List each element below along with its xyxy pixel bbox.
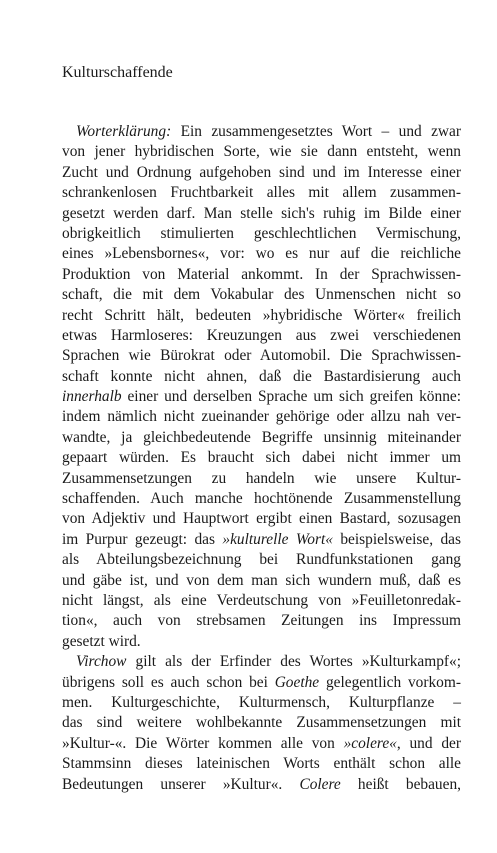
text-line <box>62 693 461 713</box>
text-segment: etwas Harmloseres: Kreuzungen aus zwei verschiedenen <box>62 326 461 344</box>
text-segment: Produktion von Material ankommt. In der Sprachwissen- <box>62 265 461 283</box>
text-segment: indem nämlich nicht zueinander gehörige oder allzu nah ver- <box>62 408 461 426</box>
text-segment: obrigkeitlich stimulierten geschlechtlichen Vermischung, <box>62 224 461 242</box>
text-line <box>62 306 461 326</box>
text-line <box>62 530 461 550</box>
text-line <box>62 734 461 754</box>
text-segment: Ein zusammengesetztes Wort – und zwar <box>171 123 461 140</box>
italic-text: Virchow <box>76 653 127 671</box>
text-segment: schrankenlosen Fruchtbarkeit alles mit allem zusammen- <box>62 184 461 202</box>
text-line <box>62 346 461 366</box>
text-segment: gesetzt werden darf. Man stelle sich's ruhig im Bilde einer <box>62 204 461 222</box>
text-segment: einer und derselben Sprache um sich greifen könne: <box>121 388 461 406</box>
text-line <box>62 407 461 427</box>
text-line <box>62 265 461 285</box>
text-line <box>62 489 461 509</box>
running-header: Kulturschaffende <box>62 64 173 81</box>
text-line <box>62 632 461 652</box>
text-line <box>62 183 461 203</box>
text-line <box>62 367 461 387</box>
text-line <box>62 204 461 224</box>
text-segment: tion«, auch von strebsamen Zeitungen ins Impressum <box>62 612 461 630</box>
text-segment: von Adjektiv und Hauptwort ergibt einen Bastard, sozusagen <box>62 510 461 528</box>
text-segment: Sprachen wie Bürokrat oder Automobil. Die Sprachwissen- <box>62 347 461 365</box>
text-line <box>62 428 461 448</box>
text-segment: recht Schritt hält, bedeuten »hybridische Wörter« freilich <box>62 306 461 324</box>
text-line <box>62 387 461 407</box>
text-segment: im Purpur gezeugt: das <box>62 530 223 548</box>
italic-text: »colere« <box>343 734 397 752</box>
text-line <box>62 673 461 693</box>
text-segment: von jener hybridischen Sorte, wie sie dann entsteht, wenn <box>62 143 461 161</box>
text-segment: heißt bebauen, <box>340 775 462 793</box>
text-segment: schaft, die mit dem Vokabular des Unmenschen nicht so <box>62 286 461 304</box>
text-line <box>62 142 461 162</box>
text-segment: und gäbe ist, und von dem man sich wundern muß, daß es <box>62 571 461 589</box>
text-line <box>62 244 461 264</box>
text-segment: Zusammensetzungen zu handeln wie unsere Kultur- <box>62 469 461 487</box>
text-line <box>62 652 461 672</box>
text-line <box>62 775 461 795</box>
text-segment: schaft konnte nicht ahnen, daß die Bastardisierung auch <box>62 367 461 385</box>
text-line <box>62 326 461 346</box>
italic-text: innerhalb <box>62 388 122 406</box>
text-line <box>62 285 461 305</box>
text-line <box>62 754 461 774</box>
italic-text: Worterklärung: <box>76 123 172 140</box>
text-segment: gesetzt wird. <box>62 632 141 650</box>
text-segment: wandte, ja gleichbedeutende Begriffe unsinnig miteinander <box>62 428 461 446</box>
text-segment: , und der <box>396 734 461 752</box>
text-line <box>62 611 461 631</box>
text-segment: gilt als der Erfinder des Wortes »Kulturkampf«; <box>126 653 461 671</box>
text-line <box>62 571 461 591</box>
text-line <box>62 509 461 529</box>
text-segment: men. Kulturgeschichte, Kulturmensch, Kulturpflanze – <box>62 693 461 711</box>
text-segment: Bedeutungen unserer »Kultur«. <box>62 775 300 793</box>
text-segment: übrigens soll es auch schon bei <box>62 673 275 691</box>
text-segment: als Abteilungsbezeichnung bei Rundfunkstationen gang <box>62 551 461 569</box>
italic-text: Colere <box>299 775 341 793</box>
text-line <box>62 713 461 733</box>
text-segment: schaffenden. Auch manche hochtönende Zusammenstellung <box>62 490 461 508</box>
text-segment: gelegentlich vorkom- <box>319 673 461 691</box>
text-segment: Stammsinn dieses lateinischen Worts enthält schon alle <box>62 755 461 773</box>
body-text <box>62 122 461 795</box>
text-segment: gepaart würden. Es braucht sich dabei nicht immer um <box>62 449 461 467</box>
text-segment: nicht längst, als eine Verdeutschung von »Feuilletonredak- <box>62 591 461 609</box>
text-segment: beispielsweise, das <box>332 530 461 548</box>
italic-text: »kulturelle Wort« <box>222 530 333 548</box>
text-line <box>62 122 461 142</box>
text-segment: das sind weitere wohlbekannte Zusammensetzungen mit <box>62 714 461 732</box>
text-line <box>62 550 461 570</box>
text-segment: »Kultur-«. Die Wörter kommen alle von <box>62 734 344 752</box>
italic-text: Goethe <box>274 673 320 691</box>
text-line <box>62 469 461 489</box>
text-line <box>62 163 461 183</box>
text-line <box>62 224 461 244</box>
text-line <box>62 448 461 468</box>
text-segment: eines »Lebensbornes«, vor: wo es nur auf die reichliche <box>62 245 461 263</box>
text-line <box>62 591 461 611</box>
text-segment: Zucht und Ordnung aufgehoben sind und im Interesse einer <box>62 163 461 181</box>
